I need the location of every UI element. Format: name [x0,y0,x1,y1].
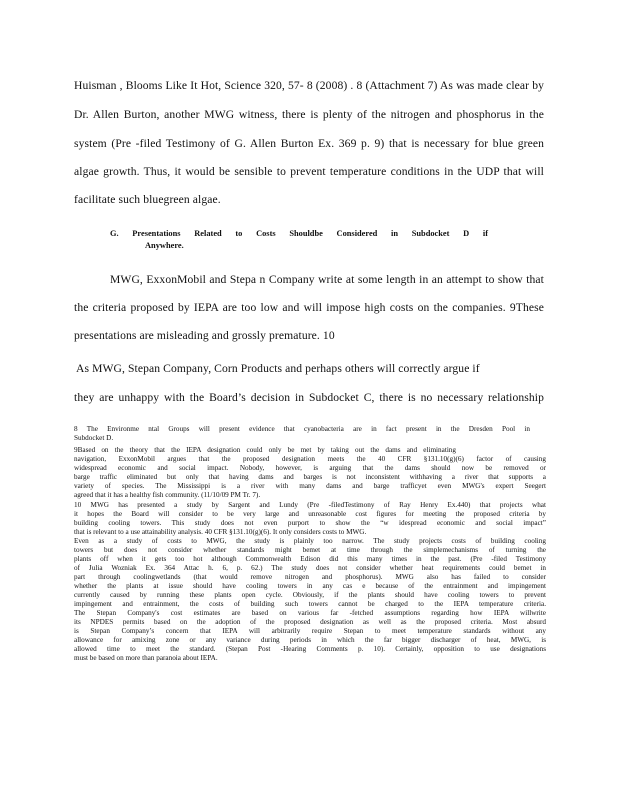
footnote-line: is Stepan Company’s concern that IEPA will arbitrarily require Stepan to meet temperature standards without any [74,627,546,635]
footnote-line: plants off when it gets too hot although Commonwealth Edison did this many times in the past. (Pre -filed Testimony [74,555,546,563]
footnote-line: Even as a study of costs to MWG, the study is plainly too narrow. The study projects costs of building cooling [74,537,546,545]
footnote-line: currently caused by running these plants open cycle. Obviously, if the plants should have cooling towers to prevent [74,591,546,599]
body-line: As MWG, Stepan Company, Corn Products and perhaps others will correctly argue if [76,362,480,375]
footnote-line: towers but does not consider whether standards might bemet at time through the simplemechanisms of turning the [74,546,546,554]
body-line: algae growth. Thus, it would be sensible to prevent temperature conditions in the UDP that will [74,165,544,178]
footnote-line: part through coolingwetlands (that would remove nitrogen and phosphorus). MWG also has failed to consider [74,573,546,581]
footnote-line: navigation, ExxonMobil argues that the proposed designation meets the 40 CFR §131.10(g)(6) factor of causing [74,455,546,463]
footnote-line: barge traffic eliminated but only that having dams and barges is not inconsistent withhaving a river that supports a [74,473,546,481]
footnote-line: it hopes the Board will consider to be very large and unreasonable cost figures for meeting the proposed criteria by [74,510,546,518]
footnote-line: Subdocket D. [74,434,114,442]
body-line: Huisman , Blooms Like It Hot, Science 320, 57- 8 (2008) . 8 (Attachment 7) As was made clear by [74,79,544,92]
footnote-line: that is relevant to a use attainability analysis. 40 CFR §131.10(g)(6). It only considers costs to MWG. [74,528,367,536]
section-heading-continued: Anywhere. [145,241,184,250]
footnote-line: allowed time to meet the standard. (Stepan Post -Hearing Comments p. 10). Certainly, opposition to use designations [74,645,546,653]
body-line: presentations are misleading and grossly premature. 10 [74,329,335,342]
footnote-line: its NPDES permits based on the adoption of the proposed designation as well as the proposed criteria. Most absurd [74,618,546,626]
body-line: the criteria proposed by IEPA are too low and will impose high costs on the companies. 9These [74,301,544,314]
footnote-line: allowance for amixing zone or any variance during periods in which the far bigger discharger of heat, MWG, is [74,636,546,644]
footnote-line: variety of species. The Mississippi is a river with many dams and barge trafficyet even MWG's expert Seegert [74,482,546,490]
body-line: they are unhappy with the Board’s decision in Subdocket C, there is no necessary relationship [74,391,544,404]
footnote-line: 9Based on the theory that the IEPA designation could only be met by taking out the dams and eliminating [74,446,456,454]
footnote-line: agreed that it has a healthy fish community. (11/10/09 PM Tr. 7). [74,491,261,499]
footnote-line: 8 The Environme ntal Groups will present evidence that cyanobacteria are in fact present in the Dresden Pool in [74,425,530,433]
body-line: facilitate such bluegreen algae. [74,193,221,206]
footnote-line: 10 MWG has presented a study by Sargent and Lundy (Pre -filedTestimony of Ray Henry Ex.440) that projects what [74,501,546,509]
footnote-line: building cooling towers. This study does not even purport to show the “w idespread economic and social impact” [74,519,546,527]
footnote-line: widespread economic and social impact. Nobody, however, is arguing that the dams should now be removed or [74,464,546,472]
footnote-line: whether the plants at issue should have cooling towers in any cas e because of the entrainment and impingement [74,582,546,590]
body-line: MWG, ExxonMobil and Stepa n Company write at some length in an attempt to show that [110,273,544,286]
footnote-line: impingement and entrainment, the costs of building such towers cannot be charged to the IEPA temperature criteria. [74,600,546,608]
section-heading: G. Presentations Related to Costs Shouldbe Considered in Subdocket D if [110,229,488,238]
body-line: Dr. Allen Burton, another MWG witness, there is plenty of the nitrogen and phosphorus in the [74,108,544,121]
footnote-line: of Julia Wozniak Ex. 364 Attac h. 6, p. 62.) The study does not consider whether heat requirements could bemet in [74,564,546,572]
footnote-line: The Stepan Company's cost estimates are based on various far -fetched assumptions regarding how IEPA willwrite [74,609,546,617]
body-line: system (Pre -filed Testimony of G. Allen Burton Ex. 369 p. 9) that is necessary for blue green [74,137,544,150]
footnote-line: must be based on more than paranoia about IEPA. [74,654,218,662]
